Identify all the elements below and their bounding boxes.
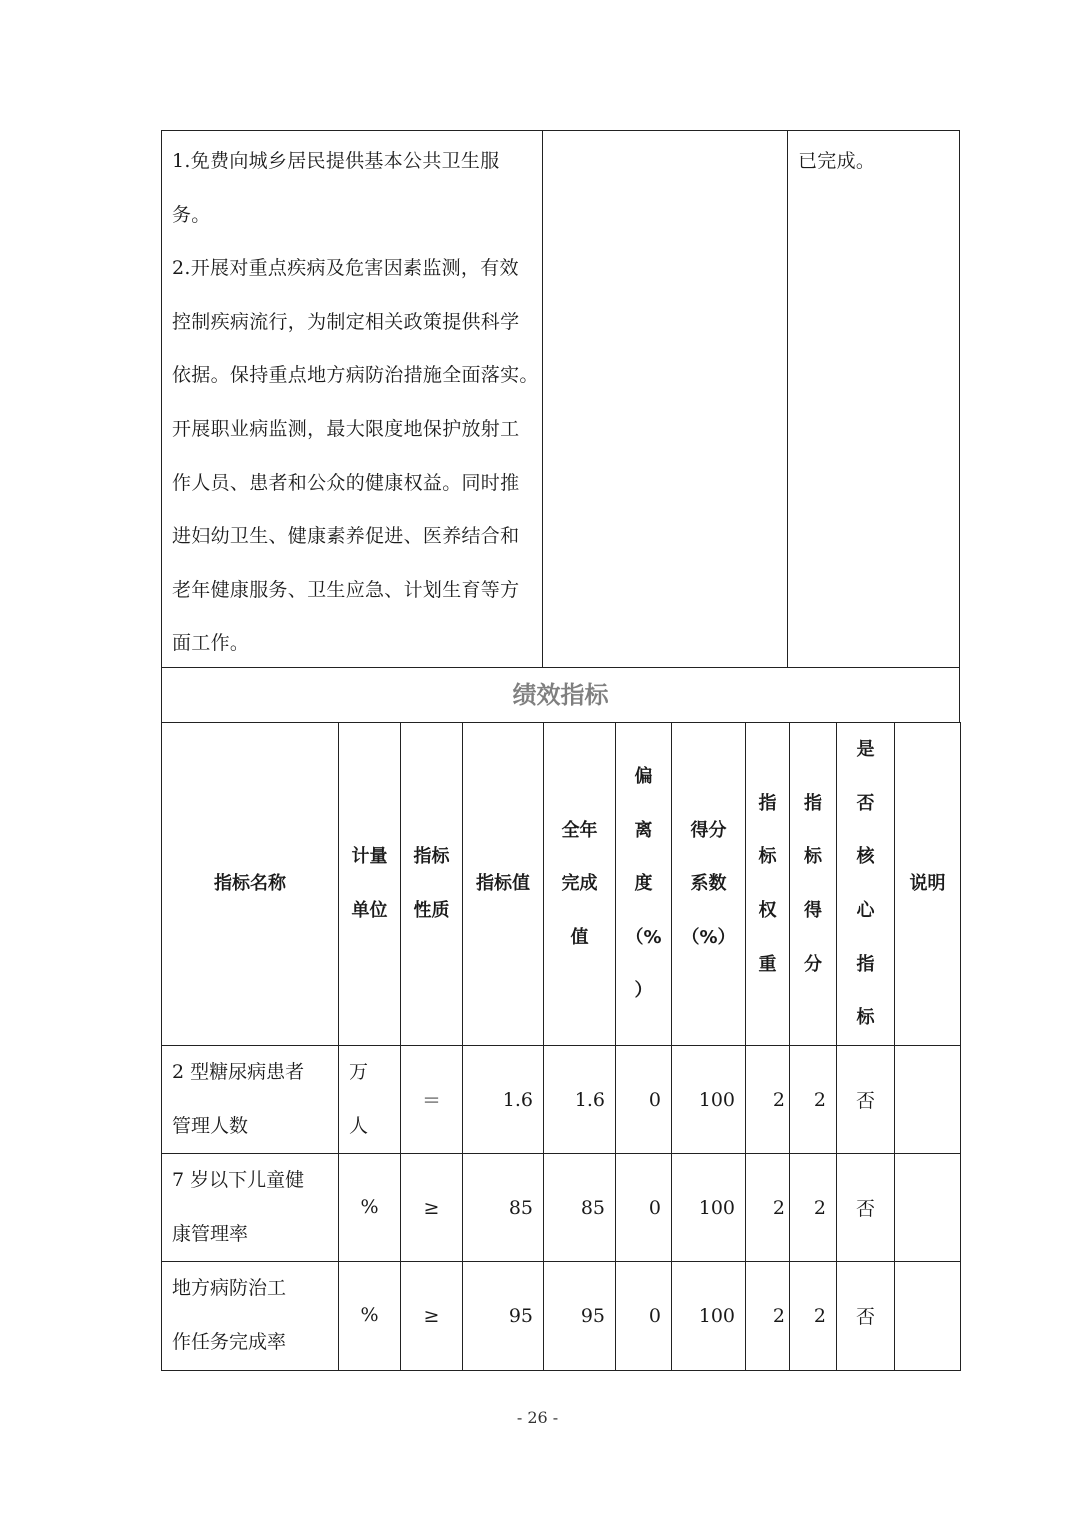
table-row [162, 1154, 961, 1262]
cell-deviation: 0 [616, 1262, 672, 1370]
cell-coefficient: 100 [672, 1154, 746, 1262]
header-score: 指 标 得 分 [790, 723, 837, 1046]
goal-line: 进妇幼卫生、健康素养促进、医养结合和 [172, 525, 520, 548]
cell-note [895, 1154, 961, 1262]
header-row [162, 723, 961, 1046]
cell-target: 85 [463, 1154, 544, 1262]
cell-nature: ≥ [401, 1154, 463, 1262]
cell-core: 否 [837, 1046, 895, 1154]
header-actual: 全年 完成 值 [544, 723, 616, 1046]
cell-unit: 万 人 [339, 1046, 401, 1154]
cell-weight: 2 [746, 1046, 790, 1154]
table-row [162, 1046, 961, 1154]
goal-description-cell [162, 131, 543, 667]
goal-line: 面工作。 [172, 632, 250, 655]
cell-name: 地方病防治工 作任务完成率 [162, 1262, 339, 1370]
metrics-table [161, 722, 961, 1371]
cell-actual: 85 [544, 1154, 616, 1262]
cell-name: 7 岁以下儿童健 康管理率 [162, 1154, 339, 1262]
goal-line: 1.免费向城乡居民提供基本公共卫生服 [172, 150, 500, 172]
cell-note [895, 1262, 961, 1370]
cell-actual: 95 [544, 1262, 616, 1370]
cell-unit: % [339, 1262, 401, 1370]
section-title: 绩效指标 [161, 667, 960, 723]
cell-note [895, 1046, 961, 1154]
cell-actual: 1.6 [544, 1046, 616, 1154]
header-unit: 计量 单位 [339, 723, 401, 1046]
goal-line: 控制疾病流行，为制定相关政策提供科学 [172, 310, 520, 333]
header-deviation: 偏 离 度 （% ） [616, 723, 672, 1046]
goal-line: 作人员、患者和公众的健康权益。同时推 [172, 471, 520, 494]
goal-line: 老年健康服务、卫生应急、计划生育等方 [172, 578, 520, 601]
cell-name: 2 型糖尿病患者 管理人数 [162, 1046, 339, 1154]
header-core: 是 否 核 心 指 标 [837, 723, 895, 1046]
cell-core: 否 [837, 1262, 895, 1370]
goal-line: 依据。保持重点地方病防治措施全面落实。 [172, 364, 539, 387]
goal-line: 开展职业病监测，最大限度地保护放射工 [172, 417, 520, 440]
cell-unit: % [339, 1154, 401, 1262]
cell-nature: ≥ [401, 1262, 463, 1370]
cell-deviation: 0 [616, 1154, 672, 1262]
cell-score: 2 [790, 1262, 837, 1370]
cell-target: 1.6 [463, 1046, 544, 1154]
empty-cell [543, 131, 788, 667]
goal-line: 务。 [172, 203, 211, 226]
cell-coefficient: 100 [672, 1046, 746, 1154]
header-nature: 指标 性质 [401, 723, 463, 1046]
cell-target: 95 [463, 1262, 544, 1370]
header-coefficient: 得分 系数 （%） [672, 723, 746, 1046]
cell-weight: 2 [746, 1262, 790, 1370]
cell-coefficient: 100 [672, 1262, 746, 1370]
header-weight: 指 标 权 重 [746, 723, 790, 1046]
header-name: 指标名称 [162, 723, 339, 1046]
header-target: 指标值 [463, 723, 544, 1046]
cell-weight: 2 [746, 1154, 790, 1262]
header-note: 说明 [895, 723, 961, 1046]
cell-score: 2 [790, 1154, 837, 1262]
cell-deviation: 0 [616, 1046, 672, 1154]
cell-nature: ＝ [401, 1046, 463, 1154]
table-row [162, 1262, 961, 1370]
status-text: 已完成。 [798, 150, 876, 172]
cell-score: 2 [790, 1046, 837, 1154]
cell-core: 否 [837, 1154, 895, 1262]
status-cell [788, 131, 960, 667]
page-number: - 26 - [516, 1408, 559, 1427]
goal-table [161, 130, 960, 667]
goal-line: 2.开展对重点疾病及危害因素监测，有效 [172, 257, 519, 280]
